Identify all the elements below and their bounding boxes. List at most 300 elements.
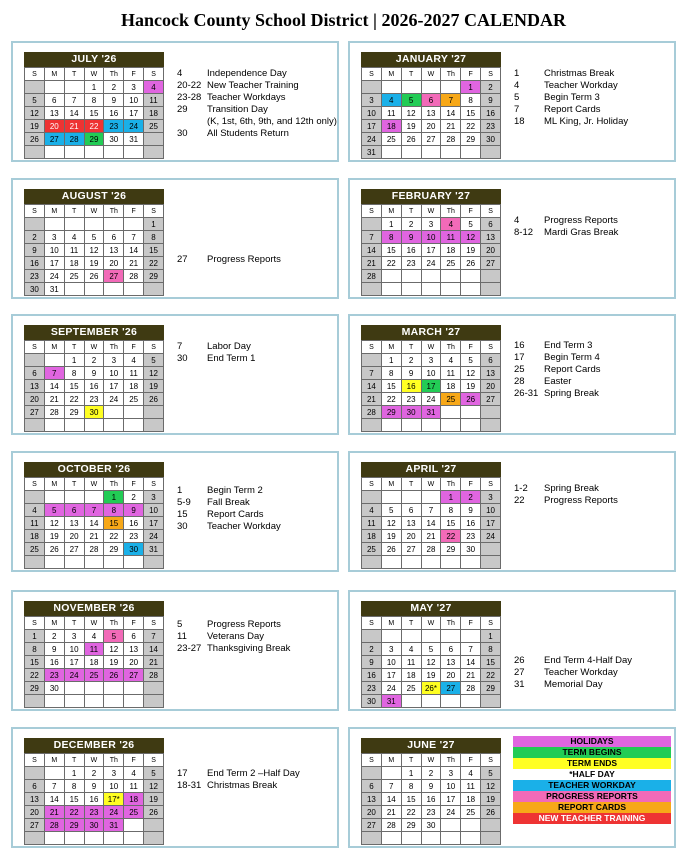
day-cell: 20 bbox=[421, 120, 441, 133]
day-cell: 2 bbox=[104, 81, 124, 94]
day-cell: 8 bbox=[25, 643, 45, 656]
month-calendar bbox=[24, 325, 164, 432]
week-row bbox=[25, 231, 164, 244]
day-cell: 20 bbox=[64, 530, 84, 543]
day-cell: 28 bbox=[381, 819, 401, 832]
weekday-header-row bbox=[25, 617, 164, 630]
day-cell: 10 bbox=[44, 244, 64, 257]
day-cell: 23 bbox=[362, 682, 382, 695]
weekday-label: S bbox=[362, 617, 382, 630]
day-cell bbox=[25, 695, 45, 708]
weekday-label: F bbox=[124, 754, 144, 767]
day-cell bbox=[44, 767, 64, 780]
day-cell: 8 bbox=[441, 504, 461, 517]
event-date: 5-9 bbox=[177, 497, 191, 508]
day-cell: 20 bbox=[25, 393, 45, 406]
day-cell bbox=[481, 832, 501, 845]
event-text: Teacher Workday bbox=[544, 667, 618, 678]
day-cell: 8 bbox=[481, 643, 501, 656]
weekday-label: S bbox=[362, 754, 382, 767]
day-cell: 27 bbox=[421, 133, 441, 146]
week-row bbox=[362, 491, 501, 504]
day-cell: 7 bbox=[44, 367, 64, 380]
day-cell: 14 bbox=[421, 517, 441, 530]
day-cell: 5 bbox=[481, 767, 501, 780]
event-date: 8-12 bbox=[514, 227, 534, 238]
weekday-label: S bbox=[481, 205, 501, 218]
day-cell: 29 bbox=[64, 406, 84, 419]
day-cell: 29 bbox=[481, 682, 501, 695]
day-cell: 20 bbox=[104, 257, 124, 270]
day-cell bbox=[461, 283, 481, 296]
day-cell: 18 bbox=[25, 530, 45, 543]
day-cell: 19 bbox=[84, 257, 104, 270]
day-cell bbox=[25, 146, 45, 159]
week-row bbox=[362, 419, 501, 432]
day-cell: 29 bbox=[104, 543, 124, 556]
day-cell: 24 bbox=[44, 270, 64, 283]
day-cell bbox=[144, 556, 164, 569]
day-cell bbox=[64, 491, 84, 504]
day-cell bbox=[461, 146, 481, 159]
weekday-label: M bbox=[44, 205, 64, 218]
week-row bbox=[25, 793, 164, 806]
day-cell: 28 bbox=[84, 543, 104, 556]
day-cell bbox=[481, 419, 501, 432]
day-cell: 20 bbox=[44, 120, 64, 133]
day-cell bbox=[461, 406, 481, 419]
day-cell bbox=[64, 832, 84, 845]
day-cell: 2 bbox=[401, 354, 421, 367]
weekday-label: S bbox=[481, 341, 501, 354]
day-cell: 4 bbox=[441, 218, 461, 231]
day-cell: 26 bbox=[84, 270, 104, 283]
day-cell: 29 bbox=[84, 133, 104, 146]
week-row bbox=[25, 517, 164, 530]
day-cell bbox=[461, 270, 481, 283]
day-cell bbox=[362, 630, 382, 643]
day-cell bbox=[441, 630, 461, 643]
day-cell: 16 bbox=[25, 257, 45, 270]
day-cell bbox=[381, 491, 401, 504]
day-cell: 11 bbox=[144, 94, 164, 107]
event-text: Thanksgiving Break bbox=[207, 643, 291, 654]
day-cell: 10 bbox=[362, 107, 382, 120]
day-cell: 18 bbox=[381, 120, 401, 133]
day-cell: 9 bbox=[401, 231, 421, 244]
day-cell: 4 bbox=[84, 630, 104, 643]
event-text: Progress Reports bbox=[544, 215, 618, 226]
day-cell bbox=[25, 767, 45, 780]
day-cell: 1 bbox=[25, 630, 45, 643]
day-cell: 21 bbox=[421, 530, 441, 543]
day-cell: 2 bbox=[44, 630, 64, 643]
week-row bbox=[25, 283, 164, 296]
week-row bbox=[362, 81, 501, 94]
day-cell: 26 bbox=[481, 806, 501, 819]
week-row bbox=[25, 819, 164, 832]
weekday-header-row bbox=[25, 205, 164, 218]
day-cell: 24 bbox=[144, 530, 164, 543]
day-cell bbox=[64, 419, 84, 432]
event-item bbox=[514, 104, 679, 116]
day-cell: 24 bbox=[381, 682, 401, 695]
day-cell: 8 bbox=[64, 367, 84, 380]
day-cell: 1 bbox=[64, 354, 84, 367]
day-cell bbox=[25, 556, 45, 569]
day-cell: 6 bbox=[64, 504, 84, 517]
day-cell bbox=[421, 695, 441, 708]
day-cell: 18 bbox=[64, 257, 84, 270]
day-cell bbox=[64, 218, 84, 231]
event-date: 23-28 bbox=[177, 92, 202, 103]
legend-item: *HALF DAY bbox=[513, 769, 671, 780]
day-cell bbox=[461, 419, 481, 432]
day-cell: 25 bbox=[461, 806, 481, 819]
month-calendar bbox=[361, 601, 501, 708]
event-item bbox=[177, 128, 342, 140]
day-cell: 19 bbox=[481, 793, 501, 806]
day-cell bbox=[84, 146, 104, 159]
day-cell: 12 bbox=[84, 244, 104, 257]
day-cell bbox=[144, 682, 164, 695]
weekday-label: M bbox=[44, 754, 64, 767]
weekday-label: F bbox=[461, 68, 481, 81]
day-cell: 17 bbox=[362, 120, 382, 133]
event-text: End Term 2 –Half Day bbox=[207, 768, 300, 779]
day-cell: 13 bbox=[481, 367, 501, 380]
event-item bbox=[177, 341, 342, 353]
event-text: Teacher Workday bbox=[544, 80, 618, 91]
event-date bbox=[177, 116, 207, 128]
day-cell: 7 bbox=[421, 504, 441, 517]
day-cell bbox=[124, 406, 144, 419]
week-row bbox=[362, 367, 501, 380]
week-row bbox=[362, 767, 501, 780]
event-item bbox=[514, 227, 679, 239]
day-cell: 27 bbox=[124, 669, 144, 682]
weekday-label: S bbox=[25, 68, 45, 81]
month-box bbox=[348, 178, 676, 299]
day-cell bbox=[25, 491, 45, 504]
day-cell bbox=[441, 695, 461, 708]
day-cell: 15 bbox=[64, 380, 84, 393]
weekday-label: W bbox=[421, 68, 441, 81]
day-cell: 2 bbox=[481, 81, 501, 94]
weekday-label: S bbox=[25, 205, 45, 218]
week-row bbox=[362, 832, 501, 845]
day-cell bbox=[25, 218, 45, 231]
week-row bbox=[362, 543, 501, 556]
day-cell bbox=[104, 832, 124, 845]
day-cell: 12 bbox=[25, 107, 45, 120]
day-cell bbox=[64, 283, 84, 296]
weekday-label: S bbox=[144, 754, 164, 767]
day-cell: 12 bbox=[481, 780, 501, 793]
event-item bbox=[177, 509, 342, 521]
weekday-label: W bbox=[421, 341, 441, 354]
day-cell: 23 bbox=[84, 393, 104, 406]
month-box bbox=[348, 314, 676, 435]
weekday-header-row bbox=[362, 68, 501, 81]
day-cell bbox=[461, 832, 481, 845]
day-cell: 13 bbox=[44, 107, 64, 120]
month-calendar bbox=[24, 462, 164, 569]
month-calendar bbox=[361, 325, 501, 432]
day-cell bbox=[144, 283, 164, 296]
day-cell: 18 bbox=[144, 107, 164, 120]
day-cell: 19 bbox=[401, 120, 421, 133]
weekday-label: Th bbox=[441, 478, 461, 491]
weekday-label: F bbox=[461, 341, 481, 354]
weekday-label: Th bbox=[104, 617, 124, 630]
event-date: 23-27 bbox=[177, 643, 202, 654]
day-cell: 20 bbox=[362, 806, 382, 819]
day-cell: 11 bbox=[461, 780, 481, 793]
day-cell: 19 bbox=[461, 380, 481, 393]
day-cell: 17 bbox=[144, 517, 164, 530]
weekday-label: S bbox=[144, 205, 164, 218]
day-cell: 24 bbox=[421, 393, 441, 406]
event-text: Spring Break bbox=[544, 483, 599, 494]
weekday-header-row bbox=[362, 341, 501, 354]
day-cell: 28 bbox=[124, 270, 144, 283]
day-cell bbox=[124, 819, 144, 832]
weekday-label: S bbox=[481, 754, 501, 767]
day-cell bbox=[44, 491, 64, 504]
month-box bbox=[11, 314, 339, 435]
week-row bbox=[362, 682, 501, 695]
day-cell: 9 bbox=[481, 94, 501, 107]
month-calendar bbox=[361, 189, 501, 296]
week-row bbox=[362, 517, 501, 530]
day-cell: 3 bbox=[44, 231, 64, 244]
day-cell: 7 bbox=[441, 94, 461, 107]
day-cell: 10 bbox=[421, 231, 441, 244]
day-cell: 3 bbox=[441, 767, 461, 780]
day-cell: 9 bbox=[84, 780, 104, 793]
week-row bbox=[362, 530, 501, 543]
event-item bbox=[177, 497, 342, 509]
day-cell: 14 bbox=[362, 380, 382, 393]
day-cell bbox=[381, 283, 401, 296]
week-row bbox=[362, 244, 501, 257]
event-list bbox=[177, 485, 342, 533]
week-row bbox=[25, 218, 164, 231]
day-cell: 12 bbox=[461, 231, 481, 244]
day-cell bbox=[124, 682, 144, 695]
week-row bbox=[25, 120, 164, 133]
day-cell bbox=[104, 406, 124, 419]
event-item bbox=[177, 104, 342, 116]
weekday-label: S bbox=[362, 205, 382, 218]
day-cell: 16 bbox=[481, 107, 501, 120]
event-item bbox=[514, 92, 679, 104]
event-text: Fall Break bbox=[207, 497, 250, 508]
day-cell: 19 bbox=[381, 530, 401, 543]
day-cell bbox=[421, 81, 441, 94]
week-row bbox=[25, 643, 164, 656]
event-date: 7 bbox=[177, 341, 183, 352]
day-cell: 29 bbox=[401, 819, 421, 832]
day-cell: 30 bbox=[84, 819, 104, 832]
week-row bbox=[25, 656, 164, 669]
color-legend bbox=[513, 736, 671, 824]
event-date: 15 bbox=[177, 509, 188, 520]
month-grid bbox=[24, 753, 164, 845]
event-text: Progress Reports bbox=[544, 495, 618, 506]
day-cell: 6 bbox=[481, 354, 501, 367]
day-cell: 27 bbox=[481, 393, 501, 406]
day-cell: 21 bbox=[362, 257, 382, 270]
day-cell: 9 bbox=[461, 504, 481, 517]
day-cell: 2 bbox=[84, 767, 104, 780]
weekday-label: F bbox=[124, 68, 144, 81]
day-cell: 30 bbox=[44, 682, 64, 695]
day-cell: 20 bbox=[481, 380, 501, 393]
day-cell: 27 bbox=[481, 257, 501, 270]
month-calendar bbox=[24, 738, 164, 845]
day-cell: 13 bbox=[64, 517, 84, 530]
event-text: Report Cards bbox=[544, 364, 601, 375]
event-list bbox=[514, 655, 679, 691]
day-cell: 22 bbox=[104, 530, 124, 543]
day-cell: 10 bbox=[104, 780, 124, 793]
day-cell: 4 bbox=[441, 354, 461, 367]
event-item bbox=[177, 353, 342, 365]
weekday-label: S bbox=[25, 341, 45, 354]
day-cell: 1 bbox=[481, 630, 501, 643]
day-cell: 8 bbox=[84, 94, 104, 107]
event-text: Report Cards bbox=[207, 509, 264, 520]
day-cell: 31 bbox=[104, 819, 124, 832]
month-grid bbox=[361, 204, 501, 296]
event-item bbox=[177, 116, 342, 128]
day-cell: 28 bbox=[44, 406, 64, 419]
month-box bbox=[348, 451, 676, 572]
day-cell: 5 bbox=[381, 504, 401, 517]
day-cell bbox=[421, 556, 441, 569]
day-cell: 11 bbox=[124, 367, 144, 380]
day-cell: 29 bbox=[64, 819, 84, 832]
day-cell: 15 bbox=[104, 517, 124, 530]
day-cell: 6 bbox=[104, 231, 124, 244]
week-row bbox=[362, 504, 501, 517]
event-text: Easter bbox=[544, 376, 572, 387]
week-row bbox=[25, 491, 164, 504]
day-cell: 31 bbox=[44, 283, 64, 296]
week-row bbox=[25, 107, 164, 120]
day-cell: 25 bbox=[441, 257, 461, 270]
day-cell bbox=[44, 556, 64, 569]
day-cell: 3 bbox=[124, 81, 144, 94]
day-cell: 4 bbox=[362, 504, 382, 517]
day-cell: 13 bbox=[25, 793, 45, 806]
day-cell: 4 bbox=[381, 94, 401, 107]
week-row bbox=[362, 257, 501, 270]
event-list bbox=[514, 483, 679, 507]
event-text: Begin Term 2 bbox=[207, 485, 263, 496]
page-title: Hancock County School District | 2026-2027 CALENDAR bbox=[121, 10, 566, 30]
day-cell: 13 bbox=[362, 793, 382, 806]
day-cell: 6 bbox=[421, 94, 441, 107]
event-item bbox=[177, 780, 342, 792]
week-row bbox=[362, 146, 501, 159]
day-cell: 11 bbox=[401, 656, 421, 669]
week-row bbox=[362, 231, 501, 244]
week-row bbox=[25, 682, 164, 695]
day-cell bbox=[421, 419, 441, 432]
day-cell bbox=[401, 146, 421, 159]
day-cell: 6 bbox=[441, 643, 461, 656]
day-cell: 23 bbox=[124, 530, 144, 543]
event-date: 11 bbox=[177, 631, 187, 642]
event-text: Report Cards bbox=[544, 104, 601, 115]
weekday-label: S bbox=[144, 617, 164, 630]
day-cell: 25 bbox=[84, 669, 104, 682]
day-cell: 3 bbox=[481, 491, 501, 504]
day-cell: 17* bbox=[104, 793, 124, 806]
day-cell bbox=[64, 682, 84, 695]
month-grid bbox=[361, 340, 501, 432]
day-cell: 26 bbox=[104, 669, 124, 682]
day-cell: 23 bbox=[401, 257, 421, 270]
day-cell: 22 bbox=[401, 806, 421, 819]
weekday-label: S bbox=[362, 68, 382, 81]
month-name: FEBRUARY '27 bbox=[361, 189, 501, 204]
month-grid bbox=[361, 753, 501, 845]
event-text: Christmas Break bbox=[207, 780, 278, 791]
day-cell: 24 bbox=[64, 669, 84, 682]
day-cell: 15 bbox=[381, 244, 401, 257]
weekday-label: F bbox=[461, 754, 481, 767]
day-cell: 21 bbox=[362, 393, 382, 406]
event-text: End Term 1 bbox=[207, 353, 256, 364]
day-cell bbox=[362, 218, 382, 231]
weekday-header-row bbox=[362, 478, 501, 491]
day-cell: 14 bbox=[84, 517, 104, 530]
day-cell: 16 bbox=[84, 793, 104, 806]
event-item bbox=[514, 80, 679, 92]
event-date: 28 bbox=[514, 376, 525, 387]
weekday-label: T bbox=[401, 754, 421, 767]
week-row bbox=[25, 832, 164, 845]
day-cell: 13 bbox=[441, 656, 461, 669]
day-cell bbox=[421, 832, 441, 845]
event-text: All Students Return bbox=[207, 128, 289, 139]
event-text: Progress Reports bbox=[207, 619, 281, 630]
day-cell: 9 bbox=[124, 504, 144, 517]
day-cell bbox=[401, 419, 421, 432]
weekday-label: M bbox=[44, 341, 64, 354]
day-cell: 11 bbox=[441, 231, 461, 244]
day-cell: 21 bbox=[441, 120, 461, 133]
day-cell: 7 bbox=[124, 231, 144, 244]
day-cell: 21 bbox=[44, 806, 64, 819]
month-name: AUGUST '26 bbox=[24, 189, 164, 204]
day-cell: 17 bbox=[124, 107, 144, 120]
month-grid bbox=[24, 67, 164, 159]
week-row bbox=[25, 556, 164, 569]
week-row bbox=[25, 695, 164, 708]
day-cell bbox=[144, 406, 164, 419]
day-cell: 21 bbox=[124, 257, 144, 270]
weekday-label: F bbox=[124, 205, 144, 218]
weekday-label: W bbox=[421, 754, 441, 767]
day-cell bbox=[381, 270, 401, 283]
legend-item: TERM BEGINS bbox=[513, 747, 671, 758]
month-box bbox=[11, 451, 339, 572]
